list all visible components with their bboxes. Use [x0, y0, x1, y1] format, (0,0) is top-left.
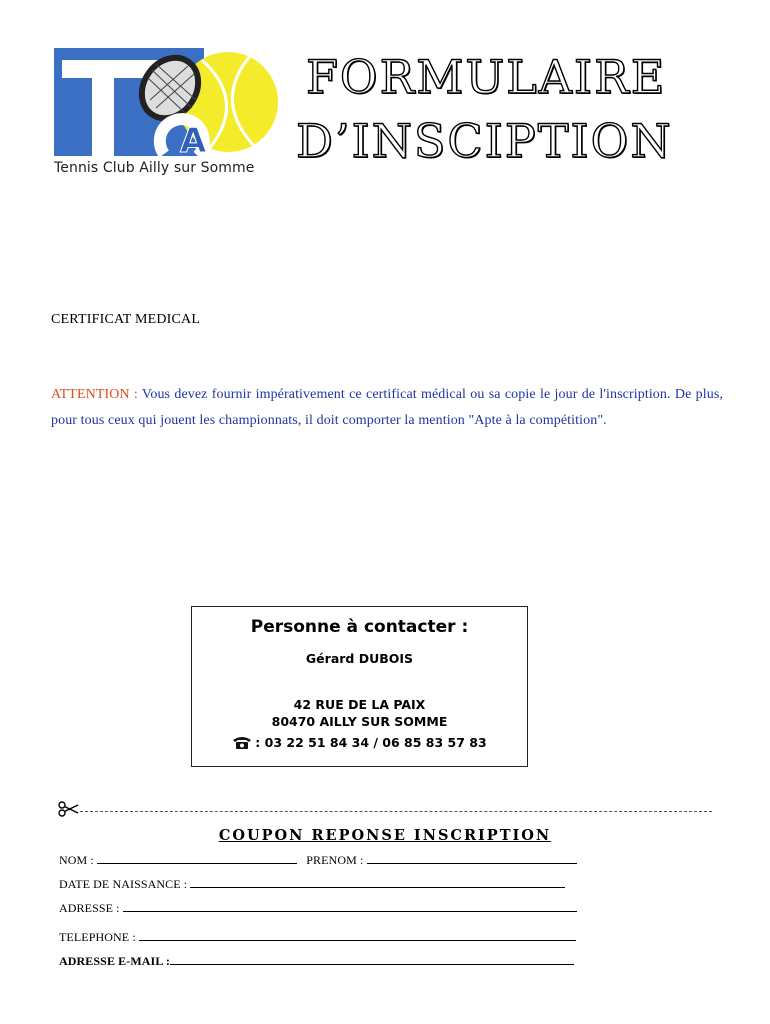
- adresse-label: ADRESSE :: [59, 901, 123, 915]
- adresse-field[interactable]: [123, 901, 577, 912]
- page-title-line-1: FORMULAIRE: [306, 50, 667, 104]
- prenom-field[interactable]: [367, 853, 577, 864]
- adresse-row: [59, 901, 577, 916]
- svg-text:A: A: [180, 121, 207, 161]
- telephone-label: TELEPHONE :: [59, 930, 139, 944]
- logo-caption: Tennis Club Ailly sur Somme: [54, 160, 255, 176]
- page-title-line-2: D’INSCIPTION: [296, 114, 673, 168]
- coupon-title: COUPON REPONSE INSCRIPTION: [218, 827, 552, 844]
- nom-label: NOM :: [59, 853, 97, 867]
- contact-title: Personne à contacter :: [250, 617, 469, 637]
- telephone-field[interactable]: [139, 930, 576, 941]
- telephone-row: [59, 930, 576, 945]
- attention-text: Vous devez fournir impérativement ce certificat médical ou sa copie le jour de l'inscription. De plus, pour tous ceux qui jouent les championnats, il doit comporter la mention "Apte à la compétition".: [51, 387, 723, 428]
- scissors-icon: [57, 801, 79, 817]
- contact-phone-row: [192, 735, 527, 750]
- date-naissance-label: DATE DE NAISSANCE :: [59, 877, 191, 891]
- prenom-label: PRENOM :: [306, 853, 367, 867]
- email-label: ADRESSE E-MAIL :: [59, 954, 170, 968]
- certificate-heading: CERTIFICAT MEDICAL: [51, 312, 201, 327]
- contact-street: 42 RUE DE LA PAIX: [293, 697, 426, 712]
- tennis-club-logo: [52, 46, 280, 178]
- cut-line: [80, 811, 712, 812]
- phone-icon: [232, 735, 252, 749]
- attention-label: ATTENTION :: [51, 387, 138, 402]
- email-field[interactable]: [170, 954, 574, 965]
- contact-box: [191, 606, 528, 767]
- nom-prenom-row: [59, 853, 577, 868]
- contact-phones: : 03 22 51 84 34 / 06 85 83 57 83: [255, 735, 487, 750]
- contact-name: Gérard DUBOIS: [305, 651, 414, 666]
- contact-city: 80470 AILLY SUR SOMME: [271, 714, 448, 729]
- attention-paragraph: [51, 382, 723, 434]
- nom-field[interactable]: [97, 853, 297, 864]
- email-row: [59, 954, 574, 969]
- date-naissance-field[interactable]: [190, 877, 565, 888]
- date-naissance-row: [59, 877, 565, 892]
